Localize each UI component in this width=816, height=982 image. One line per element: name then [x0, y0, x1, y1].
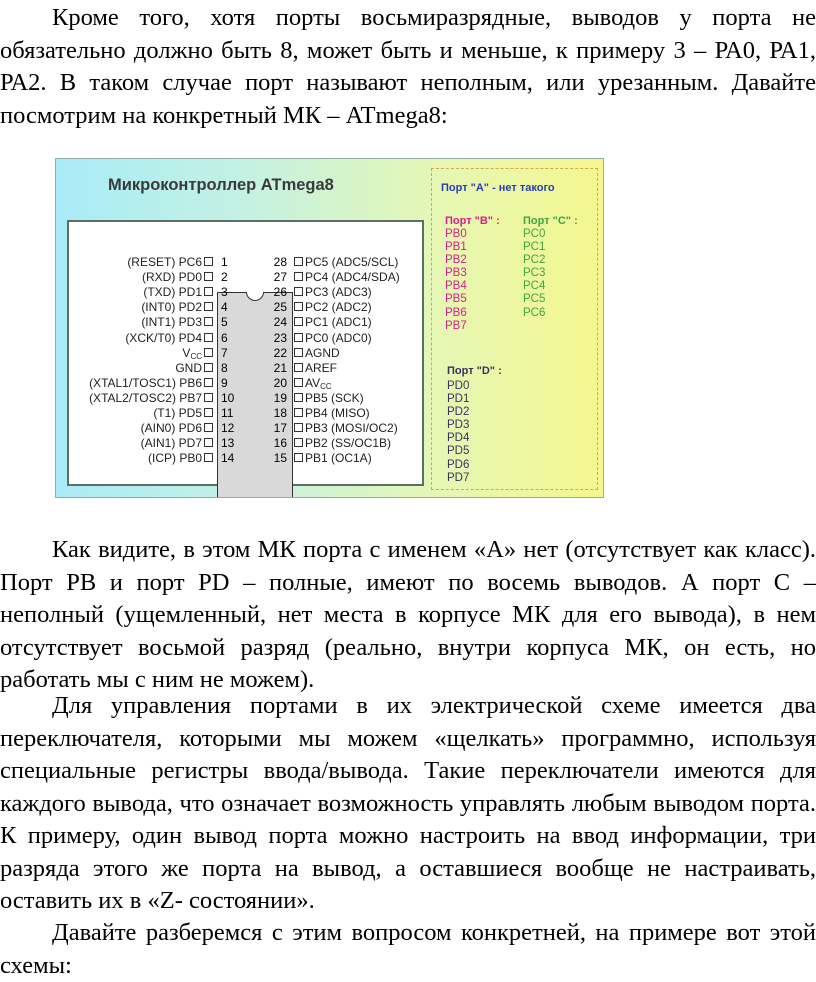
port-c-list	[523, 228, 545, 320]
right-pin-row	[292, 270, 400, 285]
pin-label: (T1) PD5	[153, 406, 202, 420]
pin-number: 11	[221, 406, 234, 420]
pin-pad	[294, 393, 303, 402]
left-pin-row	[89, 391, 215, 406]
right-pin-row	[292, 451, 372, 466]
pin-label: PB2 (SS/OC1B)	[305, 436, 392, 451]
paragraph-ports-explained	[0, 534, 816, 697]
pin-label: PC1 (ADC1)	[305, 315, 372, 330]
right-pin-row	[292, 376, 332, 391]
pin-pad	[204, 348, 213, 357]
port-b-title: Порт "B" :	[445, 215, 500, 227]
pin-number: 6	[221, 330, 228, 345]
pin-pad	[204, 317, 213, 326]
pin-label: $AV_{CC}$	[305, 375, 332, 391]
pin-number: 18	[273, 406, 287, 420]
port-pin: PD6	[447, 458, 470, 471]
pin-number: 20	[273, 375, 287, 390]
port-pin: PC1	[523, 241, 546, 254]
pin-label: (XTAL2/TOSC2) PB7	[89, 390, 202, 405]
right-pin-row	[292, 361, 337, 376]
port-pin: PC2	[523, 254, 546, 267]
pin-number: 27	[273, 270, 287, 285]
pin-number: 4	[221, 300, 228, 315]
pin-number: 19	[273, 390, 287, 405]
left-pin-row	[182, 346, 215, 361]
pin-number: 2	[221, 270, 228, 285]
port-pin: PC3	[523, 267, 546, 280]
pin-number: 15	[273, 451, 287, 466]
port-pin: PD2	[447, 406, 470, 419]
left-pin-row	[141, 315, 215, 330]
pin-number: 13	[221, 436, 235, 451]
pin-pad	[294, 287, 303, 296]
port-a-title: Порт "A" - нет такого	[441, 182, 555, 194]
paragraph-next-text: Давайте разберемся с этим вопросом конкретней, на примере вот этой схемы:	[0, 919, 816, 979]
paragraph-ports-explained-text: Как видите, в этом МК порта с именем «А» нет (отсутствует как класс). Порт PB и порт PD – полные, имеют по восемь выводов. А порт С – неполный (ущемленный, нет места в корпусе МК для его вывода), в нем отсутствует восьмой разряд (реально, внутри корпуса МК, он есть, но работать мы с ним не можем).	[0, 536, 816, 693]
right-pin-row	[292, 406, 370, 421]
port-pin: PD7	[447, 471, 470, 484]
pin-number: 26	[273, 285, 287, 300]
pin-pad	[204, 287, 213, 296]
pin-label: (XCK/T0) PD4	[125, 330, 202, 345]
pin-label: $V_{CC}$	[182, 345, 202, 361]
right-pin-row	[292, 346, 340, 361]
pin-number: 17	[273, 421, 287, 436]
pin-pad	[204, 272, 213, 281]
right-pin-row	[292, 436, 391, 451]
pin-label: PC5 (ADC5/SCL)	[305, 255, 399, 269]
pin-pad	[294, 317, 303, 326]
port-pin: PB2	[445, 254, 467, 267]
left-pin-row	[125, 331, 215, 346]
pin-pad	[204, 438, 213, 447]
pin-pad	[294, 272, 303, 281]
chip-pinout-panel	[67, 220, 424, 486]
port-pin: PB7	[445, 319, 467, 332]
pin-label: PB5 (SCK)	[305, 390, 364, 405]
paragraph-switches-text: Для управления портами в их электрической схеме имеется два переключателя, которыми мы можем «щелкать» программно, используя специальные регистры ввода/вывода. Такие переключатели имеются для каждого вывода, что означает возможность управлять любым выводом порта. К примеру, один вывод порта можно настроить на ввод информации, три разряда этого же порта на вывод, а оставшиеся вообще не настраивать, оставить их в «Z- состоянии».	[0, 692, 816, 914]
pin-label: PC3 (ADC3)	[305, 285, 372, 300]
right-pin-row	[292, 255, 398, 270]
port-pin: PD4	[447, 432, 470, 445]
pin-label: (INT1) PD3	[141, 315, 202, 330]
pin-number: 9	[221, 375, 228, 390]
pin-number: 22	[273, 345, 287, 360]
pin-label: (ICP) PB0	[147, 451, 202, 466]
port-pin: PD1	[447, 393, 470, 406]
pin-number: 5	[221, 315, 228, 330]
atmega8-figure	[55, 158, 604, 498]
port-b-list	[445, 228, 467, 333]
port-pin: PB5	[445, 293, 467, 306]
pin-label: (XTAL1/TOSC1) PB6	[89, 375, 202, 390]
pin-label: PB4 (MISO)	[305, 406, 370, 420]
pin-label: (RXD) PD0	[141, 270, 202, 285]
pin-label: (TXD) PD1	[143, 285, 202, 300]
left-pin-row	[89, 376, 215, 391]
right-pin-row	[292, 285, 372, 300]
port-pin: PC6	[523, 306, 546, 319]
pin-number: 7	[221, 345, 228, 360]
left-pin-row	[142, 270, 215, 285]
pin-label: (AIN0) PD6	[140, 421, 202, 436]
figure-title: Микроконтроллер ATmega8	[108, 176, 334, 194]
port-pin: PB6	[445, 306, 467, 319]
right-pin-row	[292, 331, 372, 346]
pin-pad	[204, 333, 213, 342]
pin-pad	[204, 302, 213, 311]
pin-number: 28	[273, 255, 287, 269]
port-pin: PC0	[523, 228, 546, 240]
pin-label: PB1 (OC1A)	[305, 451, 372, 466]
pin-pad	[204, 423, 213, 432]
pin-label: PC4 (ADC4/SDA)	[305, 270, 400, 285]
pin-number: 3	[221, 285, 228, 300]
pin-label: PC0 (ADC0)	[305, 330, 372, 345]
pin-pad	[294, 363, 303, 372]
pin-label: (AIN1) PD7	[140, 436, 202, 451]
pin-pad	[294, 257, 303, 266]
left-pin-row	[141, 436, 215, 451]
port-pin: PD3	[447, 419, 470, 432]
pin-pad	[294, 348, 303, 357]
ports-panel	[431, 168, 598, 490]
port-d-title: Порт "D" :	[447, 365, 502, 377]
pin-pad	[204, 453, 213, 462]
paragraph-switches	[0, 690, 816, 918]
pin-pad	[204, 408, 213, 417]
left-pin-row	[127, 255, 215, 270]
port-pin: PB1	[445, 241, 467, 254]
left-pin-row	[148, 451, 215, 466]
pin-number: 16	[273, 436, 287, 451]
pin-pad	[204, 393, 213, 402]
chip-notch	[246, 292, 264, 301]
port-pin: PD5	[447, 445, 470, 458]
pin-number: 8	[221, 360, 228, 375]
pin-pad	[204, 257, 213, 266]
pin-label: PC2 (ADC2)	[305, 300, 372, 315]
pin-pad	[294, 423, 303, 432]
port-d-list	[447, 380, 469, 485]
port-pin: PC4	[523, 280, 546, 293]
pin-pad	[204, 378, 213, 387]
port-c-title: Порт "C" :	[523, 215, 578, 227]
pin-number: 24	[273, 315, 287, 330]
pin-number: 23	[273, 330, 287, 345]
right-pin-row	[292, 421, 398, 436]
pin-label: (RESET) PC6	[127, 255, 202, 269]
pin-label: AGND	[305, 345, 340, 360]
left-pin-row	[175, 361, 215, 376]
left-pin-row	[141, 421, 215, 436]
paragraph-next	[0, 917, 816, 982]
pin-pad	[294, 453, 303, 462]
pin-pad	[294, 378, 303, 387]
left-pin-row	[141, 300, 215, 315]
left-pin-row	[153, 406, 215, 421]
left-pin-row	[143, 285, 215, 300]
pin-pad	[294, 408, 303, 417]
port-pin: PB3	[445, 267, 467, 280]
pin-number: 21	[273, 360, 287, 375]
port-pin: PC5	[523, 293, 546, 306]
pin-number: 1	[221, 255, 228, 269]
pin-pad	[294, 333, 303, 342]
port-pin: PD0	[447, 380, 470, 392]
pin-label: (INT0) PD2	[141, 300, 202, 315]
pin-number: 25	[273, 300, 287, 315]
paragraph-intro	[0, 2, 816, 132]
pin-pad	[204, 363, 213, 372]
right-pin-row	[292, 391, 364, 406]
pin-pad	[294, 438, 303, 447]
right-pin-row	[292, 300, 372, 315]
pin-label: AREF	[305, 360, 338, 375]
pin-number: 14	[221, 451, 235, 466]
pin-label: PB3 (MOSI/OC2)	[305, 421, 398, 436]
paragraph-intro-text: Кроме того, хотя порты восьмиразрядные, выводов у порта не обязательно должно быть 8, может быть и меньше, к примеру 3 – РА0, РА1, РА2. В таком случае порт называют неполным, или урезанным. Давайте посмотрим на конкретный МК – ATmega8:	[0, 4, 816, 129]
port-pin: PB4	[445, 280, 467, 293]
right-pin-row	[292, 315, 372, 330]
pin-pad	[294, 302, 303, 311]
pin-label: GND	[175, 360, 202, 375]
port-pin: PB0	[445, 228, 467, 240]
pin-number: 10	[221, 390, 235, 405]
pin-number: 12	[221, 421, 235, 436]
